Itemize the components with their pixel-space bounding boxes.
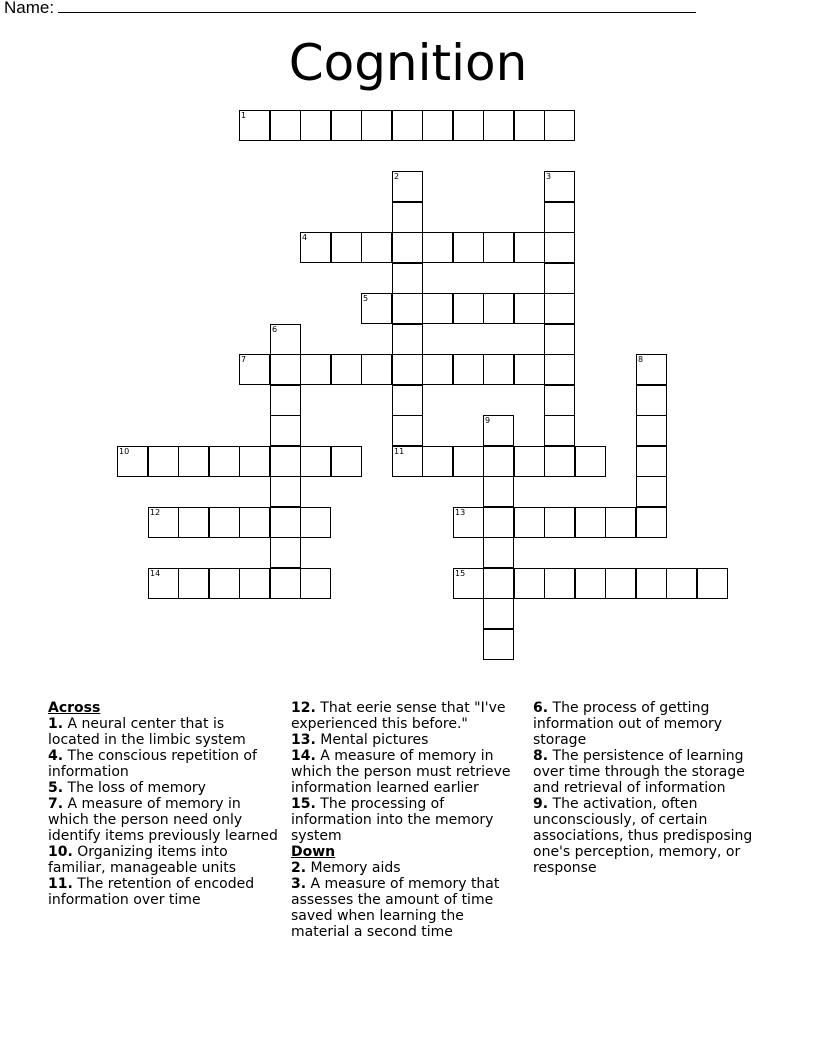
name-label: Name:	[4, 0, 55, 17]
grid-cell[interactable]	[239, 507, 270, 538]
grid-cell[interactable]	[544, 507, 575, 538]
grid-cell[interactable]	[331, 354, 362, 385]
cell-number: 1	[241, 111, 247, 120]
grid-cell[interactable]	[483, 568, 514, 599]
grid-cell[interactable]	[483, 598, 514, 629]
grid-cell[interactable]	[239, 110, 270, 141]
grid-cell[interactable]	[453, 293, 484, 324]
grid-cell[interactable]	[331, 110, 362, 141]
grid-cell[interactable]	[544, 293, 575, 324]
grid-cell[interactable]	[270, 324, 301, 355]
grid-cell[interactable]	[361, 293, 392, 324]
clue-across-1: 1. A neural center that is located in the limbic system	[48, 716, 246, 748]
across-heading: Across	[48, 700, 101, 716]
grid-cell[interactable]	[270, 476, 301, 507]
cell-number: 14	[150, 569, 161, 578]
grid-cell[interactable]	[605, 507, 636, 538]
grid-cell[interactable]	[636, 476, 667, 507]
grid-cell[interactable]	[575, 507, 606, 538]
grid-cell[interactable]	[178, 446, 209, 477]
grid-cell[interactable]	[422, 232, 453, 263]
grid-cell[interactable]	[514, 110, 545, 141]
grid-cell[interactable]	[361, 232, 392, 263]
grid-cell[interactable]	[270, 354, 301, 385]
grid-cell[interactable]	[392, 171, 423, 202]
grid-cell[interactable]	[483, 110, 514, 141]
grid-cell[interactable]	[636, 507, 667, 538]
grid-cell[interactable]	[270, 537, 301, 568]
grid-cell[interactable]	[300, 568, 331, 599]
grid-cell[interactable]	[392, 385, 423, 416]
grid-cell[interactable]	[148, 568, 179, 599]
clue-across-12: 12. That eerie sense that "I've experienced this before."	[291, 700, 506, 732]
clue-across-7: 7. A measure of memory in which the person need only identify items previously learned	[48, 796, 278, 844]
grid-cell[interactable]	[239, 354, 270, 385]
grid-cell[interactable]	[422, 354, 453, 385]
cell-number: 12	[150, 508, 161, 517]
grid-cell[interactable]	[239, 446, 270, 477]
grid-cell[interactable]	[514, 293, 545, 324]
grid-cell[interactable]	[544, 446, 575, 477]
cell-number: 7	[241, 355, 247, 364]
grid-cell[interactable]	[544, 202, 575, 233]
clue-down-8: 8. The persistence of learning over time through the storage and retrieval of information	[533, 748, 745, 796]
grid-cell[interactable]	[636, 446, 667, 477]
clue-across-5: 5. The loss of memory	[48, 780, 206, 796]
clue-across-15: 15. The processing of information into the memory system	[291, 796, 494, 844]
grid-cell[interactable]	[483, 354, 514, 385]
grid-cell[interactable]	[636, 354, 667, 385]
clues-column-1	[48, 700, 278, 908]
grid-cell[interactable]	[514, 507, 545, 538]
grid-cell[interactable]	[483, 293, 514, 324]
grid-cell[interactable]	[453, 354, 484, 385]
grid-cell[interactable]	[453, 568, 484, 599]
clues-column-2	[291, 700, 523, 940]
grid-cell[interactable]	[270, 415, 301, 446]
grid-cell[interactable]	[544, 385, 575, 416]
grid-cell[interactable]	[544, 232, 575, 263]
grid-cell[interactable]	[514, 354, 545, 385]
grid-cell[interactable]	[209, 568, 240, 599]
grid-cell[interactable]	[392, 324, 423, 355]
grid-cell[interactable]	[270, 568, 301, 599]
grid-cell[interactable]	[544, 263, 575, 294]
clue-down-3: 3. A measure of memory that assesses the amount of time saved when learning the material a second time	[291, 876, 500, 940]
grid-cell[interactable]	[239, 568, 270, 599]
grid-cell[interactable]	[392, 263, 423, 294]
grid-cell[interactable]	[483, 476, 514, 507]
grid-cell[interactable]	[453, 110, 484, 141]
grid-cell[interactable]	[270, 446, 301, 477]
name-field[interactable]	[4, 0, 696, 18]
cell-number: 2	[394, 172, 400, 181]
grid-cell[interactable]	[331, 446, 362, 477]
grid-cell[interactable]	[392, 446, 423, 477]
clue-across-11: 11. The retention of encoded information over time	[48, 876, 255, 908]
puzzle-title: Cognition	[288, 34, 528, 92]
grid-cell[interactable]	[392, 110, 423, 141]
clue-across-14: 14. A measure of memory in which the person must retrieve information learned earlier	[291, 748, 511, 796]
grid-cell[interactable]	[453, 446, 484, 477]
grid-cell[interactable]	[483, 629, 514, 660]
grid-cell[interactable]	[483, 537, 514, 568]
clue-down-2: 2. Memory aids	[291, 860, 401, 876]
grid-cell[interactable]	[148, 507, 179, 538]
name-underline[interactable]	[58, 0, 696, 13]
clue-across-10: 10. Organizing items into familiar, manageable units	[48, 844, 237, 876]
grid-cell[interactable]	[148, 446, 179, 477]
grid-cell[interactable]	[209, 446, 240, 477]
grid-cell[interactable]	[300, 110, 331, 141]
grid-cell[interactable]	[300, 507, 331, 538]
grid-cell[interactable]	[178, 507, 209, 538]
grid-cell[interactable]	[544, 415, 575, 446]
grid-cell[interactable]	[300, 354, 331, 385]
cell-number: 4	[302, 233, 308, 242]
grid-cell[interactable]	[331, 232, 362, 263]
grid-cell[interactable]	[514, 568, 545, 599]
down-heading: Down	[291, 844, 336, 860]
grid-cell[interactable]	[544, 110, 575, 141]
clue-across-13: 13. Mental pictures	[291, 732, 429, 748]
clues-column-3	[533, 700, 763, 876]
clue-down-9: 9. The activation, often unconsciously, of certain associations, thus predisposing one's perception, memory, or response	[533, 796, 753, 876]
grid-cell[interactable]	[483, 232, 514, 263]
grid-cell[interactable]	[697, 568, 728, 599]
grid-cell[interactable]	[300, 446, 331, 477]
grid-cell[interactable]	[392, 354, 423, 385]
cell-number: 9	[485, 416, 491, 425]
grid-cell[interactable]	[544, 324, 575, 355]
grid-cell[interactable]	[361, 354, 392, 385]
grid-cell[interactable]	[636, 568, 667, 599]
grid-cell[interactable]	[117, 446, 148, 477]
grid-cell[interactable]	[575, 446, 606, 477]
cell-number: 6	[272, 325, 278, 334]
grid-cell[interactable]	[544, 568, 575, 599]
grid-cell[interactable]	[392, 293, 423, 324]
cell-number: 13	[455, 508, 466, 517]
grid-cell[interactable]	[209, 507, 240, 538]
grid-cell[interactable]	[483, 507, 514, 538]
cell-number: 8	[638, 355, 644, 364]
grid-cell[interactable]	[300, 232, 331, 263]
grid-cell[interactable]	[422, 293, 453, 324]
grid-cell[interactable]	[666, 568, 697, 599]
grid-cell[interactable]	[453, 507, 484, 538]
grid-cell[interactable]	[483, 446, 514, 477]
grid-cell[interactable]	[361, 110, 392, 141]
grid-cell[interactable]	[514, 232, 545, 263]
grid-cell[interactable]	[392, 232, 423, 263]
grid-cell[interactable]	[453, 232, 484, 263]
grid-cell[interactable]	[178, 568, 209, 599]
cell-number: 3	[546, 172, 552, 181]
grid-cell[interactable]	[270, 507, 301, 538]
grid-cell[interactable]	[392, 202, 423, 233]
grid-cell[interactable]	[575, 568, 606, 599]
grid-cell[interactable]	[544, 354, 575, 385]
cell-number: 15	[455, 569, 466, 578]
grid-cell[interactable]	[270, 385, 301, 416]
grid-cell[interactable]	[270, 110, 301, 141]
cell-number: 11	[394, 447, 405, 456]
clue-across-4: 4. The conscious repetition of information	[48, 748, 257, 780]
grid-cell[interactable]	[514, 446, 545, 477]
cell-number: 10	[119, 447, 130, 456]
grid-cell[interactable]	[544, 171, 575, 202]
grid-cell[interactable]	[605, 568, 636, 599]
grid-cell[interactable]	[636, 415, 667, 446]
grid-cell[interactable]	[422, 110, 453, 141]
clue-down-6: 6. The process of getting information out of memory storage	[533, 700, 723, 748]
grid-cell[interactable]	[392, 415, 423, 446]
cell-number: 5	[363, 294, 369, 303]
grid-cell[interactable]	[483, 415, 514, 446]
grid-cell[interactable]	[636, 385, 667, 416]
grid-cell[interactable]	[422, 446, 453, 477]
